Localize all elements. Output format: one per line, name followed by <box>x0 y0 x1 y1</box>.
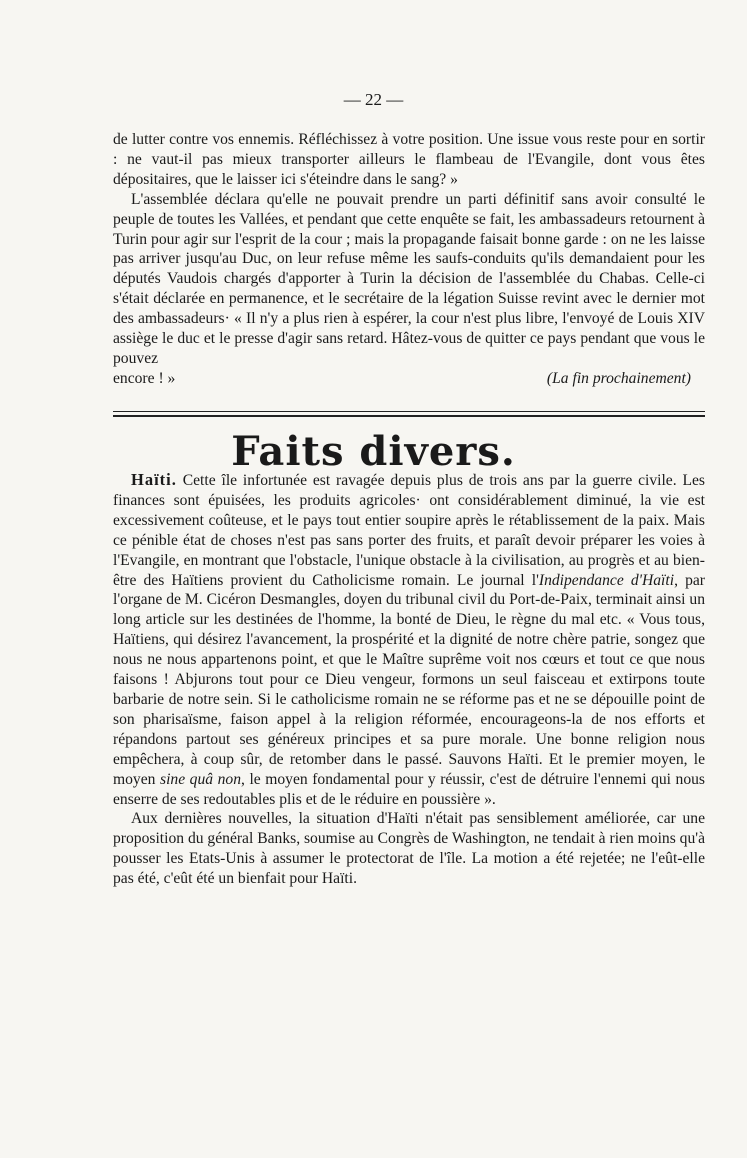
article-signoff <box>113 369 705 389</box>
divider-rule <box>113 411 705 412</box>
paragraph-text: Cette île infortunée est ravagée depuis plus de trois ans par la guerre civile. Les finances sont épuisées, les produits agricoles· ont considérablement diminué, la vie est excessivement coûteuse, et le pays tout entier soupire après le rétablissement de la paix. Mais ce pénible état de choses n'est pas sans porter des fruits, et paraît devoir préparer les voies à l'Evangile, en montrant que l'obstacle, l'unique obstacle à la civilisation, au progrès et au bien-être des Haïtiens provient du Catholicisme romain. Le journal l' <box>113 472 705 589</box>
paragraph <box>113 190 705 369</box>
paragraph: de lutter contre vos ennemis. Réfléchissez à votre position. Une issue vous reste pour en sortir : ne vaut-il pas mieux transporter ailleurs le flambeau de l'Evangile, dont vous êtes dépositaires, que le laisser ici s'éteindre dans le sang? » <box>113 131 705 188</box>
paragraph-text: , le moyen fondamental pour y réussir, c'est de détruire l'ennemi qui nous enserre de ses redoutables plis et de le réduire en poussière ». <box>113 770 705 808</box>
paragraph: Aux dernières nouvelles, la situation d'Haïti n'était pas sensiblement améliorée, car une proposition du général Banks, soumise au Congrès de Washington, ne tendait à rien moins qu'à pousser les Etats-Unis à assumer le protectorat de l'île. La motion a été rejetée; ne l'eût-elle pas été, c'eût été un bienfait pour Haïti. <box>113 810 705 888</box>
divider-rule-thick <box>113 415 705 417</box>
continuation-note: (La fin prochainement) <box>546 369 691 387</box>
page-number: — 22 — <box>343 90 404 109</box>
paragraph <box>113 470 705 809</box>
latin-phrase: sine quâ non <box>160 770 241 788</box>
paragraph-text: , par l'organe de M. Cicéron Desmangles, doyen du tribunal civil du Port-de-Paix, terminait ainsi un long article sur les destinées de l'homme, la bonté de Dieu, le règne du mal etc. « Vous tous, Haïtiens, qui désirez l'avancement, la prospérité et la dignité de notre chère patrie, songez que nous ne nous appartenons point, et que le Maître suprême voit nos cœurs et tout ce que nous faisons ! Abjurons tout pour ce Dieu vengeur, formons un seul faisceau et extirpons toute barbarie de notre sein. Si le catholicisme romain ne se réforme pas et ne se dépouille point de son pharisaïsme, faison appel à la religion réformée, encourageons-la de nos efforts et répandons partout ses généreux principes et sa pure morale. Une bonne religion nous empêchera, à coup sûr, de retomber dans le passé. Sauvons Haïti. Et le premier moyen, le moyen <box>113 571 705 788</box>
journal-name: Indipendance d'Haïti <box>538 571 675 589</box>
section-title: Faits divers. <box>231 428 516 475</box>
lead-word: Haïti. <box>131 470 177 489</box>
last-line: encore ! » <box>113 369 176 387</box>
paragraph-text: L'assemblée déclara qu'elle ne pouvait prendre un parti définitif sans avoir consulté le peuple de toutes les Vallées, et pendant que cette enquête se fait, les ambassadeurs retournent à Turin pour agir sur l'esprit de la cour ; mais la propagande faisait bonne garde : on ne les laisse pas arriver jusqu'au Duc, on leur refuse même les saufs-conduits qu'ils demandaient pour les députés Vaudois chargés d'apporter à Turin la décision de l'assemblée du Chabas. Celle-ci s'était déclarée en permanence, et le secrétaire de la légation Suisse revint avec le dernier mot des ambassadeurs· « Il n'y a plus rien à espérer, la cour n'est plus libre, l'envoyé de Louis XIV assiège le duc et le presse d'agir sans retard. Hâtez-vous de quitter ce pays pendant que vous le pouvez <box>113 190 705 367</box>
article-continuation <box>113 130 705 389</box>
faits-divers-body <box>113 470 705 889</box>
